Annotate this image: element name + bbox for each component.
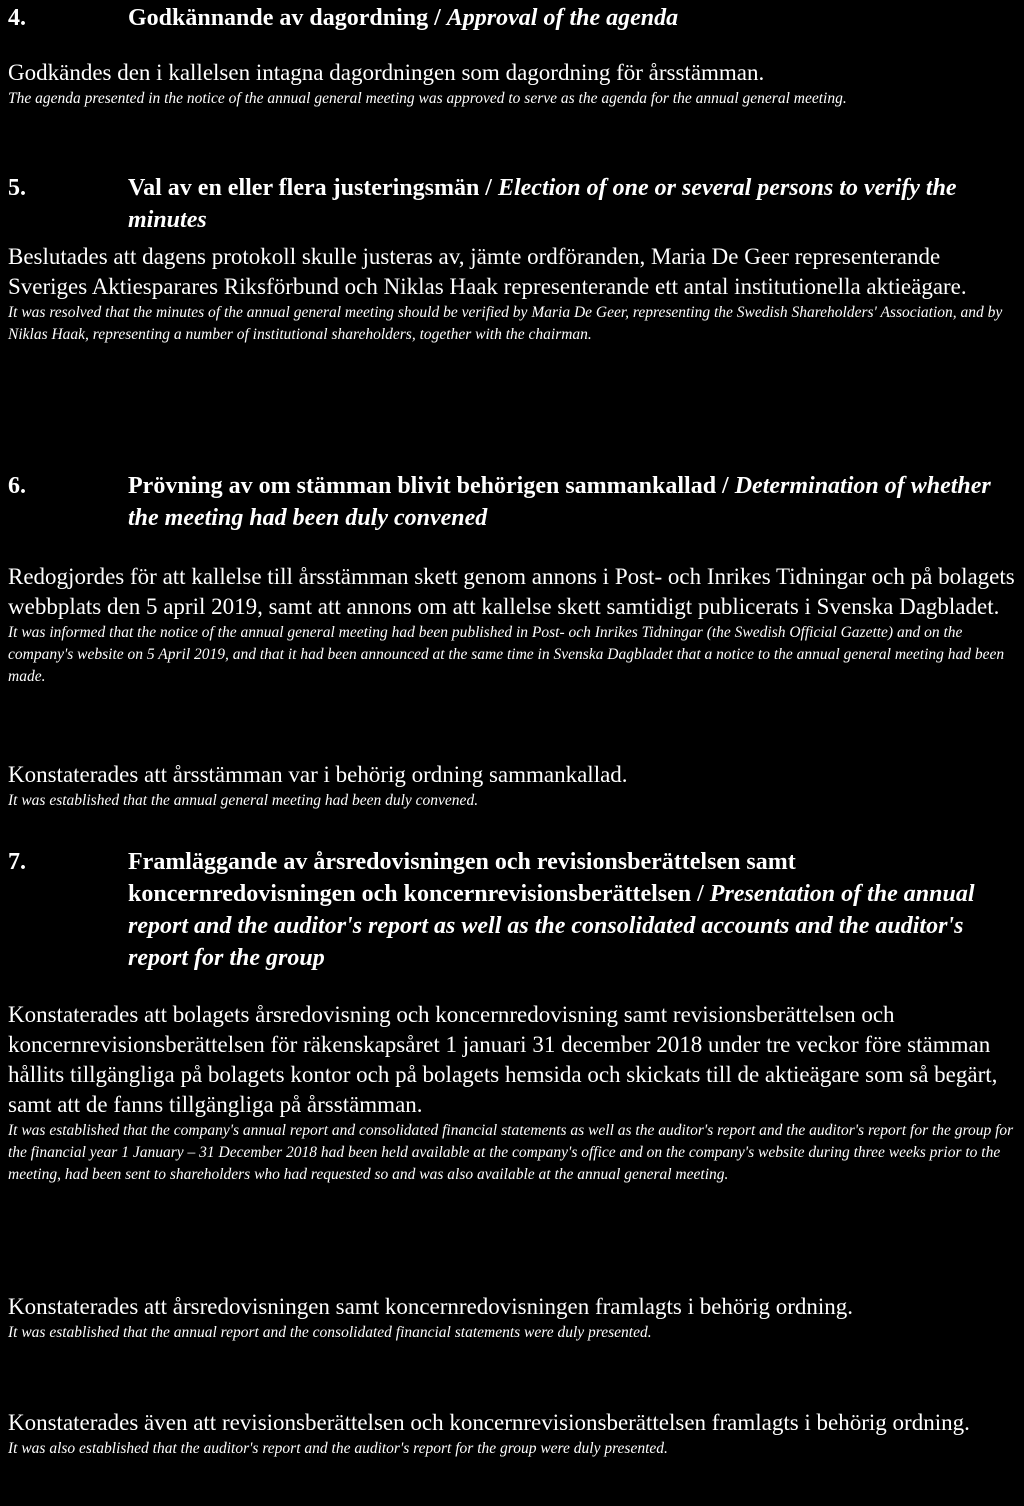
section-number: 4. <box>8 5 26 31</box>
section-title-en: Approval of the agenda <box>446 5 679 31</box>
section-title-en: Determination of whether the meeting had been duly convened <box>128 473 991 531</box>
paragraph-en: The agenda presented in the notice of the annual general meeting was approved to serve as the agenda for the annual general meeting. <box>8 90 847 107</box>
section-heading <box>8 2 1018 34</box>
paragraph-sv: Konstaterades att årsstämman var i behörig ordning sammankallad. <box>8 762 628 787</box>
paragraph-en: It was established that the annual general meeting had been duly convened. <box>8 792 479 809</box>
paragraph-sv: Konstaterades att årsredovisningen samt koncernredovisningen framlagts i behörig ordning. <box>8 1294 854 1319</box>
section-number: 5. <box>8 175 26 201</box>
section-number: 6. <box>8 473 26 499</box>
paragraph-sv: Konstaterades även att revisionsberättelsen och koncernrevisionsberättelsen framlagts i behörig ordning. <box>8 1410 970 1435</box>
section-title-sv: Val av en eller flera justeringsmän / <box>128 175 492 201</box>
section-6 <box>8 470 1018 534</box>
section-title-sv: Godkännande av dagordning / <box>128 5 441 31</box>
paragraph-en: It was established that the annual report and the consolidated financial statements were duly presented. <box>8 1324 652 1341</box>
section-4 <box>8 2 1018 34</box>
section-7-paragraph-2 <box>8 1292 1018 1344</box>
section-heading <box>8 172 1018 236</box>
paragraph-sv: Redogjordes för att kallelse till årsstämman skett genom annons i Post- och Inrikes Tidningar och på bolagets webbplats den 5 april 2019, samt att annons om att kallelse skett samtidigt publicerats i Svenska Dagbladet. <box>8 564 1015 619</box>
paragraph-sv: Konstaterades att bolagets årsredovisning och koncernredovisning samt revisionsberättelsen och koncernrevisionsberättelsen för räkenskapsåret 1 januari 31 december 2018 under tre veckor före stämman hållits tillgängliga på bolagets kontor och på bolagets hemsida och skickats till de aktieägare som så begärt, samt att de fanns tillgängliga på årsstämman. <box>8 1002 998 1117</box>
section-title <box>128 846 1018 974</box>
section-title-en: Presentation of the annual report and the auditor's report as well as the consolidated accounts and the auditor's report for the group <box>128 881 975 971</box>
section-6-paragraph-2 <box>8 760 1018 812</box>
section-title <box>128 470 1018 534</box>
section-6-paragraph-1 <box>8 562 1018 688</box>
section-heading <box>8 846 1018 974</box>
paragraph-sv: Godkändes den i kallelsen intagna dagordningen som dagordning för årsstämman. <box>8 60 765 85</box>
paragraph-en: It was informed that the notice of the annual general meeting had been published in Post- och Inrikes Tidningar (the Swedish Official Gazette) and on the company's website on 5 April 2019, and that it had been announced at the same time in Svenska Dagbladet that a notice to the annual general meeting had been made. <box>8 624 1005 685</box>
section-5-paragraph-1 <box>8 242 1018 346</box>
section-7-paragraph-1 <box>8 1000 1018 1186</box>
paragraph-en: It was also established that the auditor's report and the auditor's report for the group were duly presented. <box>8 1440 668 1457</box>
section-title <box>128 172 1018 236</box>
section-7-paragraph-3 <box>8 1408 1018 1460</box>
section-title-sv: Framläggande av årsredovisningen och revisionsberättelsen samt koncernredovisningen och koncernrevisionsberättelsen / <box>128 849 796 907</box>
section-heading <box>8 470 1018 534</box>
section-4-paragraph-1 <box>8 58 1018 110</box>
section-number: 7. <box>8 849 26 875</box>
section-title-sv: Prövning av om stämman blivit behörigen sammankallad / <box>128 473 729 499</box>
section-title-en: Election of one or several persons to verify the minutes <box>128 175 957 233</box>
paragraph-en: It was established that the company's annual report and consolidated financial statements as well as the auditor's report and the auditor's report for the group for the financial year 1 January – 31 December 2018 had been held available at the company's office and on the company's website during three weeks prior to the meeting, had been sent to shareholders who had requested so and was also available at the annual general meeting. <box>8 1122 1014 1183</box>
section-title <box>128 2 1018 34</box>
paragraph-sv: Beslutades att dagens protokoll skulle justeras av, jämte ordföranden, Maria De Geer representerande Sveriges Aktiesparares Riksförbund och Niklas Haak representerande ett antal institutionella aktieägare. <box>8 244 967 299</box>
paragraph-en: It was resolved that the minutes of the annual general meeting should be verified by Maria De Geer, representing the Swedish Shareholders' Association, and by Niklas Haak, representing a number of institutional shareholders, together with the chairman. <box>8 304 1003 343</box>
section-7 <box>8 846 1018 974</box>
section-5 <box>8 172 1018 236</box>
